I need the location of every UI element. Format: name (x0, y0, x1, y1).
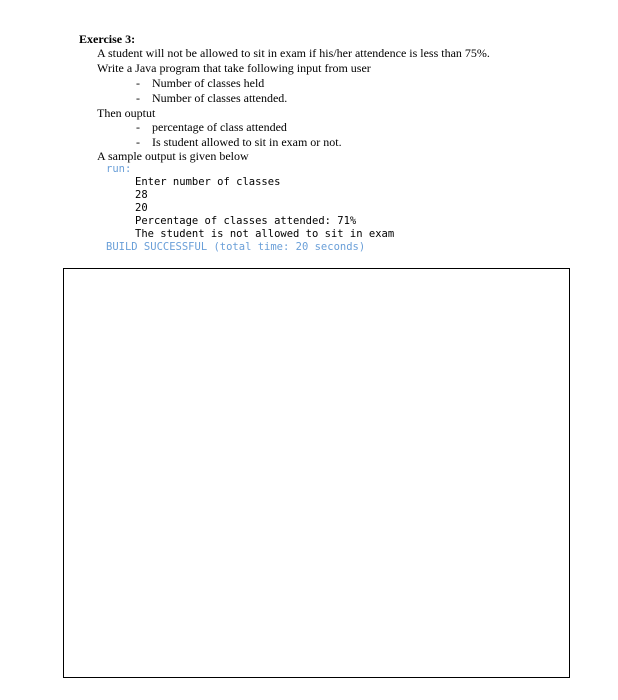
output-item-allowed (136, 135, 342, 149)
bullet-dash: - (136, 120, 140, 134)
console-line: The student is not allowed to sit in exam (135, 228, 395, 240)
output-item-percentage (136, 120, 287, 134)
exercise-title: Exercise 3: (79, 32, 136, 46)
task-line: Write a Java program that take following input from user (97, 61, 371, 75)
answer-box[interactable] (63, 268, 570, 678)
then-line: Then ouptut (97, 106, 156, 120)
intro-line: A student will not be allowed to sit in exam if his/her attendence is less than 75%. (97, 46, 490, 60)
bullet-dash: - (136, 76, 140, 90)
output-item-label: Is student allowed to sit in exam or not. (152, 135, 342, 149)
input-item-classes-attended (136, 91, 287, 105)
output-item-label: percentage of class attended (152, 120, 287, 134)
console-line: Enter number of classes (135, 176, 281, 188)
sample-intro-line: A sample output is given below (97, 149, 249, 163)
console-run-label: run: (106, 163, 132, 175)
console-line: 20 (135, 202, 148, 214)
input-item-label: Number of classes attended. (152, 91, 288, 105)
console-line: 28 (135, 189, 148, 201)
input-item-classes-held (136, 76, 264, 90)
bullet-dash: - (136, 135, 140, 149)
console-build-status: BUILD SUCCESSFUL (total time: 20 seconds) (106, 241, 366, 253)
input-item-label: Number of classes held (152, 76, 265, 90)
bullet-dash: - (136, 91, 140, 105)
console-line: Percentage of classes attended: 71% (135, 215, 357, 227)
